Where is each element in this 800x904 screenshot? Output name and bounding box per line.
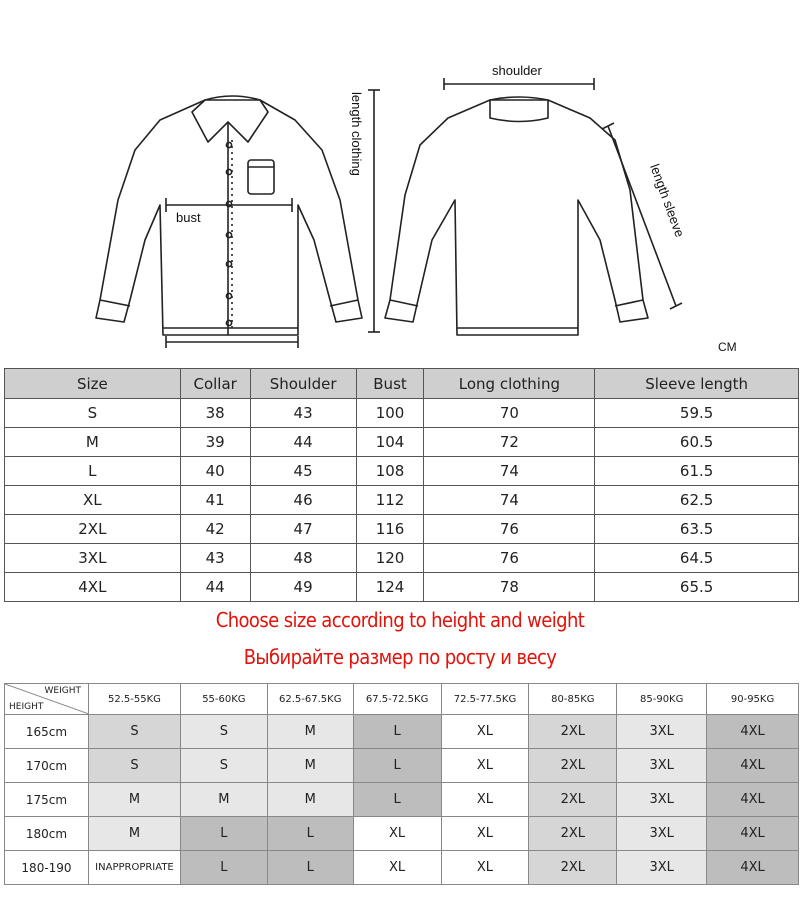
sleeve-length-cell: 59.5 <box>595 399 799 428</box>
shoulder-cell: 47 <box>250 515 356 544</box>
sleeve-length-cell: 63.5 <box>595 515 799 544</box>
fit-size-cell: S <box>88 749 180 783</box>
size-chart-table <box>4 368 799 602</box>
length-clothing-label: length clothing <box>349 92 364 176</box>
fit-size-cell: XL <box>441 817 529 851</box>
fit-size-cell: XL <box>441 851 529 885</box>
front-collar <box>192 96 268 142</box>
weight-header-row <box>5 684 799 715</box>
fit-size-cell: 4XL <box>707 851 799 885</box>
fit-size-cell: S <box>180 749 267 783</box>
long-clothing-cell: 78 <box>424 573 595 602</box>
weight-header: 62.5-67.5KG <box>267 684 353 715</box>
shoulder-cell: 48 <box>250 544 356 573</box>
long-clothing-cell: 74 <box>424 457 595 486</box>
fit-size-cell: 2XL <box>529 749 617 783</box>
table-row <box>5 515 799 544</box>
fit-size-cell: 4XL <box>707 817 799 851</box>
fit-size-cell: 3XL <box>617 715 707 749</box>
length-sleeve-label: length sleeve <box>647 161 688 240</box>
fit-size-cell: S <box>88 715 180 749</box>
header-size: Size <box>5 369 181 399</box>
size-cell: XL <box>5 486 181 515</box>
collar-cell: 38 <box>180 399 250 428</box>
collar-cell: 43 <box>180 544 250 573</box>
fit-size-cell: M <box>267 715 353 749</box>
bust-cell: 104 <box>356 428 424 457</box>
table-row <box>5 399 799 428</box>
size-cell: 4XL <box>5 573 181 602</box>
table-row <box>5 715 799 749</box>
table-row <box>5 783 799 817</box>
collar-cell: 39 <box>180 428 250 457</box>
height-axis-label: HEIGHT <box>9 702 44 712</box>
size-cell: L <box>5 457 181 486</box>
shoulder-cell: 46 <box>250 486 356 515</box>
size-cell: S <box>5 399 181 428</box>
size-advice-russian: Выбирайте размер по росту и весу <box>243 645 557 669</box>
long-clothing-cell: 76 <box>424 544 595 573</box>
weight-header: 67.5-72.5KG <box>353 684 441 715</box>
fit-size-cell: 4XL <box>707 715 799 749</box>
fit-size-cell: S <box>180 715 267 749</box>
weight-header: 55-60KG <box>180 684 267 715</box>
bust-cell: 116 <box>356 515 424 544</box>
fit-size-cell: L <box>267 817 353 851</box>
table-row <box>5 457 799 486</box>
fit-size-cell: 4XL <box>707 749 799 783</box>
sleeve-length-cell: 62.5 <box>595 486 799 515</box>
long-clothing-cell: 76 <box>424 515 595 544</box>
fit-size-cell: XL <box>441 749 529 783</box>
fit-size-cell: L <box>353 749 441 783</box>
fit-size-cell: L <box>180 817 267 851</box>
bust-cell: 112 <box>356 486 424 515</box>
fit-size-cell: 2XL <box>529 715 617 749</box>
long-clothing-cell: 74 <box>424 486 595 515</box>
height-weight-table <box>4 683 799 885</box>
shirt-illustration <box>0 0 800 360</box>
height-cell: 180cm <box>5 817 89 851</box>
fit-size-cell: L <box>353 783 441 817</box>
table-row <box>5 428 799 457</box>
weight-axis-label: WEIGHT <box>44 686 81 696</box>
height-cell: 175cm <box>5 783 89 817</box>
collar-cell: 41 <box>180 486 250 515</box>
size-advice-english: Choose size according to height and weight <box>215 608 585 632</box>
long-clothing-cell: 72 <box>424 428 595 457</box>
height-cell: 180-190 <box>5 851 89 885</box>
shoulder-cell: 45 <box>250 457 356 486</box>
bust-cell: 124 <box>356 573 424 602</box>
header-collar: Collar <box>180 369 250 399</box>
shoulder-cell: 44 <box>250 428 356 457</box>
header-long-clothing: Long clothing <box>424 369 595 399</box>
fit-size-cell: XL <box>353 851 441 885</box>
sleeve-length-cell: 64.5 <box>595 544 799 573</box>
fit-size-cell: 3XL <box>617 817 707 851</box>
bust-cell: 108 <box>356 457 424 486</box>
fit-size-cell: M <box>267 783 353 817</box>
fit-size-cell: L <box>267 851 353 885</box>
weight-header: 85-90KG <box>617 684 707 715</box>
weight-header: 80-85KG <box>529 684 617 715</box>
long-clothing-cell: 70 <box>424 399 595 428</box>
shoulder-cell: 49 <box>250 573 356 602</box>
collar-cell: 44 <box>180 573 250 602</box>
fit-size-cell: XL <box>441 715 529 749</box>
front-shirt-body <box>96 100 362 335</box>
fit-size-cell: XL <box>353 817 441 851</box>
collar-cell: 42 <box>180 515 250 544</box>
height-cell: 165cm <box>5 715 89 749</box>
collar-cell: 40 <box>180 457 250 486</box>
bust-cell: 100 <box>356 399 424 428</box>
header-sleeve-length: Sleeve length <box>595 369 799 399</box>
fit-size-cell: 2XL <box>529 817 617 851</box>
bust-label: bust <box>176 210 201 225</box>
weight-header: 52.5-55KG <box>88 684 180 715</box>
fit-size-cell: 3XL <box>617 851 707 885</box>
fit-size-cell: INAPPROPRIATE <box>88 851 180 885</box>
sleeve-length-cell: 65.5 <box>595 573 799 602</box>
front-pocket <box>248 160 274 194</box>
unit-label: CM <box>718 340 737 354</box>
fit-size-cell: 3XL <box>617 783 707 817</box>
shoulder-cell: 43 <box>250 399 356 428</box>
header-bust: Bust <box>356 369 424 399</box>
sleeve-length-cell: 61.5 <box>595 457 799 486</box>
bust-cell: 120 <box>356 544 424 573</box>
fit-size-cell: 2XL <box>529 851 617 885</box>
size-chart-header-row <box>5 369 799 399</box>
size-cell: M <box>5 428 181 457</box>
fit-size-cell: L <box>180 851 267 885</box>
fit-size-cell: 2XL <box>529 783 617 817</box>
fit-size-cell: M <box>180 783 267 817</box>
shoulder-label: shoulder <box>492 63 542 78</box>
back-shirt-body <box>385 100 648 335</box>
table-row <box>5 573 799 602</box>
corner-cell <box>5 684 89 715</box>
fit-size-cell: XL <box>441 783 529 817</box>
weight-header: 72.5-77.5KG <box>441 684 529 715</box>
sleeve-length-cell: 60.5 <box>595 428 799 457</box>
height-cell: 170cm <box>5 749 89 783</box>
fit-size-cell: M <box>88 783 180 817</box>
weight-header: 90-95KG <box>707 684 799 715</box>
table-row <box>5 749 799 783</box>
header-shoulder: Shoulder <box>250 369 356 399</box>
size-cell: 3XL <box>5 544 181 573</box>
table-row <box>5 817 799 851</box>
fit-size-cell: M <box>267 749 353 783</box>
table-row <box>5 851 799 885</box>
fit-size-cell: 3XL <box>617 749 707 783</box>
table-row <box>5 486 799 515</box>
table-row <box>5 544 799 573</box>
garment-diagram <box>0 0 800 360</box>
fit-size-cell: M <box>88 817 180 851</box>
fit-size-cell: L <box>353 715 441 749</box>
fit-size-cell: 4XL <box>707 783 799 817</box>
size-cell: 2XL <box>5 515 181 544</box>
